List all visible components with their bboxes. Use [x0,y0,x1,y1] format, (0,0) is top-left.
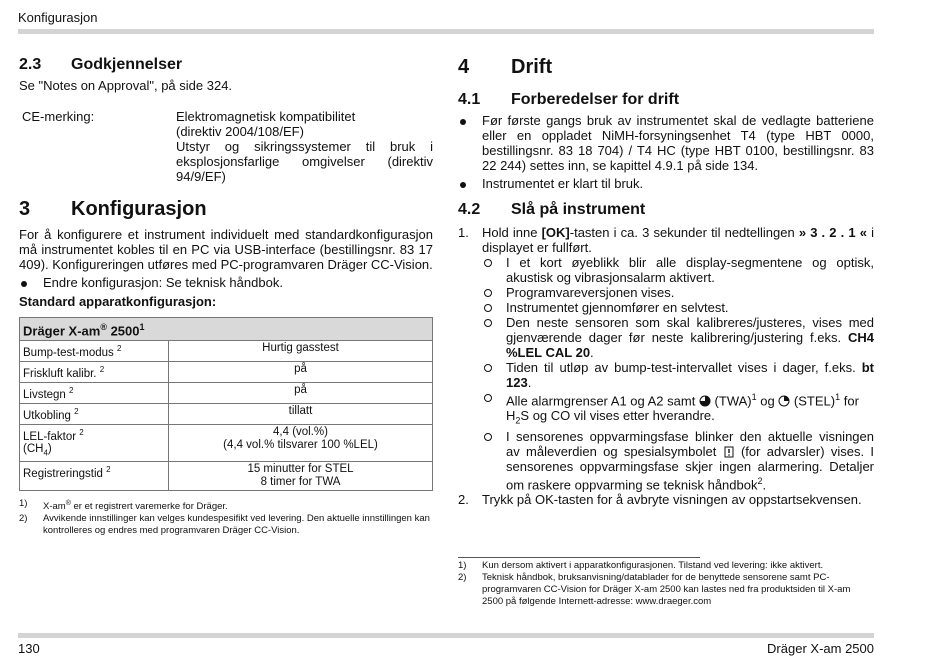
ce-value [176,109,433,184]
running-header: Konfigurasjon [18,10,98,25]
section-title: Godkjennelser [71,56,183,73]
table-row: LEL-faktor $^2$ $(CH_4)$ 4,4 (vol.%) (4,4 vol.% tilsvarer 100 %LEL) [20,424,433,461]
table-row: Utkobling $^2$ tillatt [20,403,433,424]
bullet-item: Før første gangs bruk av instrumentet skal de vedlagte batteriene eller en oppladet NiMH-forsyningsenhet T4 (type HBT 0000, bestillingsnr. 83 18 704) / T4 HC (type HBT 0100, bestillingsnr. 83 22 244) settes inn, se kapittel 4.9.1 på side 134. [458,113,874,173]
sub-item: Programvareversjonen vises. [482,285,874,300]
page-number: 130 [18,641,40,656]
section-2-3-heading [19,56,433,74]
ce-line: Elektromagnetisk kompatibilitet [176,109,356,124]
bullet-item: Instrumentet er klart til bruk. [458,176,874,191]
table-row: Livstegn $^2$ på [20,382,433,403]
approval-text: Se "Notes on Approval", på side 324. [19,78,233,93]
left-column [19,56,433,537]
sub-item: Den neste sensoren som skal kalibreres/justeres, vises med gjenværende dager før neste kalibrering/justering f.eks. CH4 %LEL CAL 20. [482,315,874,360]
section-number: 2.3 [19,56,42,73]
footnote: 2) Teknisk håndbok, bruksanvisning/datablader for de benyttede sensorene samt PC-programvaren CC-Vision for Dräger X-am 2500 kan lastes ned fra produktsiden til X-am 2500 på følgende Internett-adresse: www.draeger.com [458,572,851,607]
circle-bullet-icon [484,364,492,372]
product-name: Dräger X-am 2500 [767,641,874,656]
bullet-item: Endre konfigurasjon: Se teknisk håndbok. [19,275,433,290]
footnote: 1) Kun dersom aktivert i apparatkonfigurasjonen. Tilstand ved levering: ikke aktivert. [458,560,824,571]
sub-item: I et kort øyeblikk blir alle display-segmentene og optisk, akustisk og vibrasjonsalarm aktivert. [482,255,874,285]
circle-bullet-icon [484,289,492,297]
right-footnotes [458,560,874,608]
circle-bullet-icon [484,433,492,441]
bullet-icon [460,119,466,125]
sub-item: I sensorenes oppvarmingsfase blinker den aktuelle visningen av måleverdien og spesialsymbolet (for advarsler) vises. I sensorenes oppvarmingsfase skjer ingen alarmering. Detaljer om raskere oppvarming se teknisk håndbok$^2$. [482,429,874,492]
table-header-row: Dräger X-am® 2500$^1$ [20,318,433,341]
table-row: Bump-test-modus $^2$ Hurtig gasstest [20,341,433,362]
ce-label: CE-merking: [22,109,95,124]
step-1: 1. Hold inne [OK]-tasten i ca. 3 sekunder til nedtellingen » 3 . 2 . 1 « i displayet er fullført. [458,225,875,255]
stel-clock-icon [778,395,790,407]
circle-bullet-icon [484,319,492,327]
standard-config-label: Standard apparatkonfigurasjon: [19,294,217,309]
section-title: Konfigurasjon [71,198,207,220]
circle-bullet-icon [484,394,492,402]
sub-item: Instrumentet gjennomfører en selvtest. [482,300,874,315]
config-paragraph: For å konfigurere et instrument individuelt med standardkonfigurasjon må instrumentet kobles til en PC via USB-interface (bestillingsnr. 83 17 409). Konfigureringen utføres med PC-programvaren Dräger CC-Vision. [19,227,433,272]
section-3-heading [19,198,433,221]
circle-bullet-icon [484,304,492,312]
footnote: 1) X-am® er et registrert varemerke for Dräger. [19,497,228,512]
bullet-icon [21,281,27,287]
warning-symbol-icon [723,446,735,458]
table-row: Registreringstid $^2$ 15 minutter for STEL 8 timer for TWA [20,461,433,490]
section-4-heading: 4 Drift [458,56,553,78]
bullet-icon [460,182,466,188]
step-2: 2. Trykk på OK-tasten for å avbryte visningen av oppstartsekvensen. [458,492,862,508]
ce-line: (direktiv 2004/108/EF) [176,124,304,139]
left-footnotes [19,498,433,537]
right-column [458,56,874,507]
step-1-subitems [458,255,874,492]
circle-bullet-icon [484,259,492,267]
section-number: 3 [19,198,31,220]
config-table [19,317,433,491]
header-rule [18,29,874,34]
footer-rule [18,633,874,638]
section-4-1-heading: 4.1 Forberedelser for drift [458,91,680,108]
ce-line: Utstyr og sikringssystemer til bruk i eksplosjonsfarlige omgivelser (direktiv 94/9/EF) [176,139,433,184]
twa-clock-icon [699,395,711,407]
section-4-2-heading: 4.2 Slå på instrument [458,201,646,218]
footnote: 2) Avvikende innstillinger kan velges kundespesifikt ved levering. Den aktuelle innstillingen kan kontrolleres og endres med programvaren Dräger CC-Vision. [19,512,430,536]
sub-item: Tiden til utløp av bump-test-intervallet vises i dager, f.eks. bt 123. [482,360,874,390]
sub-item: Alle alarmgrenser A1 og A2 samt (TWA)$^1$ og (STEL)$^1$ for $H_2S$ og CO vil vises etter hverandre. [482,390,874,429]
table-row: Friskluft kalibr. $^2$ på [20,362,433,383]
footnote-separator [458,557,700,558]
ce-marking-row [19,109,433,184]
